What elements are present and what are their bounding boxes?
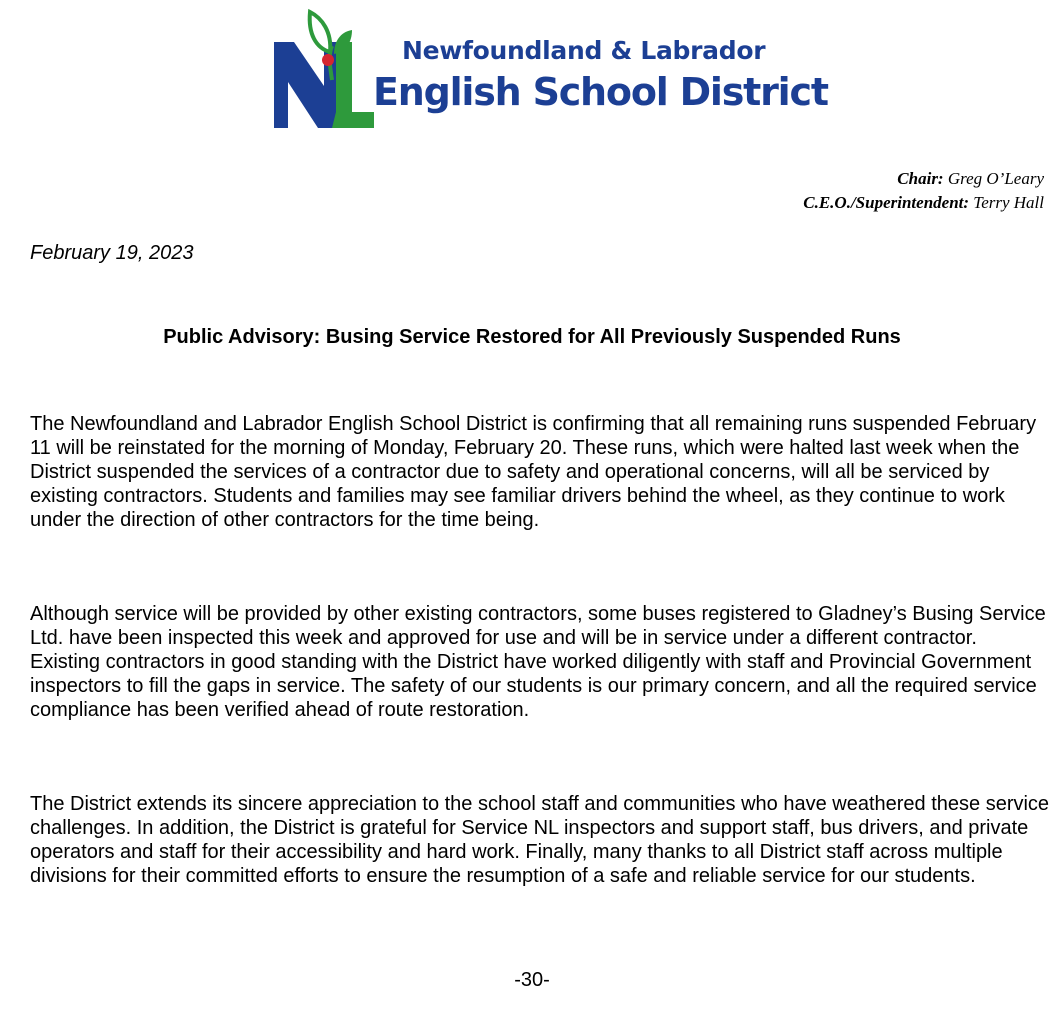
release-date: February 19, 2023 <box>30 242 194 264</box>
body-paragraph: The District extends its sincere appreciation to the school staff and communities who have weathered these service challenges. In addition, the District is grateful for Service NL inspectors and support staff, bus drivers, and private operators and staff for their accessibility and hard work. Finally, many thanks to all District staff across multiple divisions for their committed efforts to ensure the resumption of a safe and reliable service for our students. <box>30 793 1050 887</box>
logo-leaf-left <box>310 12 331 52</box>
logo-title-line2: English School District <box>373 70 828 114</box>
body-paragraph: Although service will be provided by other existing contractors, some buses registered to Gladney’s Busing Service Ltd. have been inspected this week and approved for use and will be in service under a different contractor. Existing contractors in good standing with the District have worked diligently with staff and Provincial Government inspectors to fill the gaps in service. The safety of our students is our primary concern, and all the required service compliance has been verified ahead of route restoration. <box>30 603 1046 721</box>
officer-name: Greg O’Leary <box>947 169 1044 188</box>
officer-ceo <box>803 191 1044 215</box>
officer-chair <box>803 167 1044 191</box>
logo-title-line1: Newfoundland & Labrador <box>402 36 766 65</box>
officer-role: Chair: <box>897 169 944 188</box>
officers-block <box>803 167 1044 215</box>
end-marker: -30- <box>514 969 550 991</box>
body-paragraph: The Newfoundland and Labrador English School District is confirming that all remaining runs suspended February 11 will be reinstated for the morning of Monday, February 20. These runs, which were halted last week when the District suspended the services of a contractor due to safety and operational concerns, will all be serviced by existing contractors. Students and families may see familiar drivers behind the wheel, as they continue to work under the direction of other contractors for the time being. <box>30 413 1037 531</box>
logo-apple <box>322 54 334 66</box>
district-logo <box>272 8 828 138</box>
officer-role: C.E.O./Superintendent: <box>803 193 970 212</box>
officer-name: Terry Hall <box>973 193 1044 212</box>
advisory-headline: Public Advisory: Busing Service Restored for All Previously Suspended Runs <box>163 326 901 348</box>
logo-letter-l <box>332 42 374 128</box>
